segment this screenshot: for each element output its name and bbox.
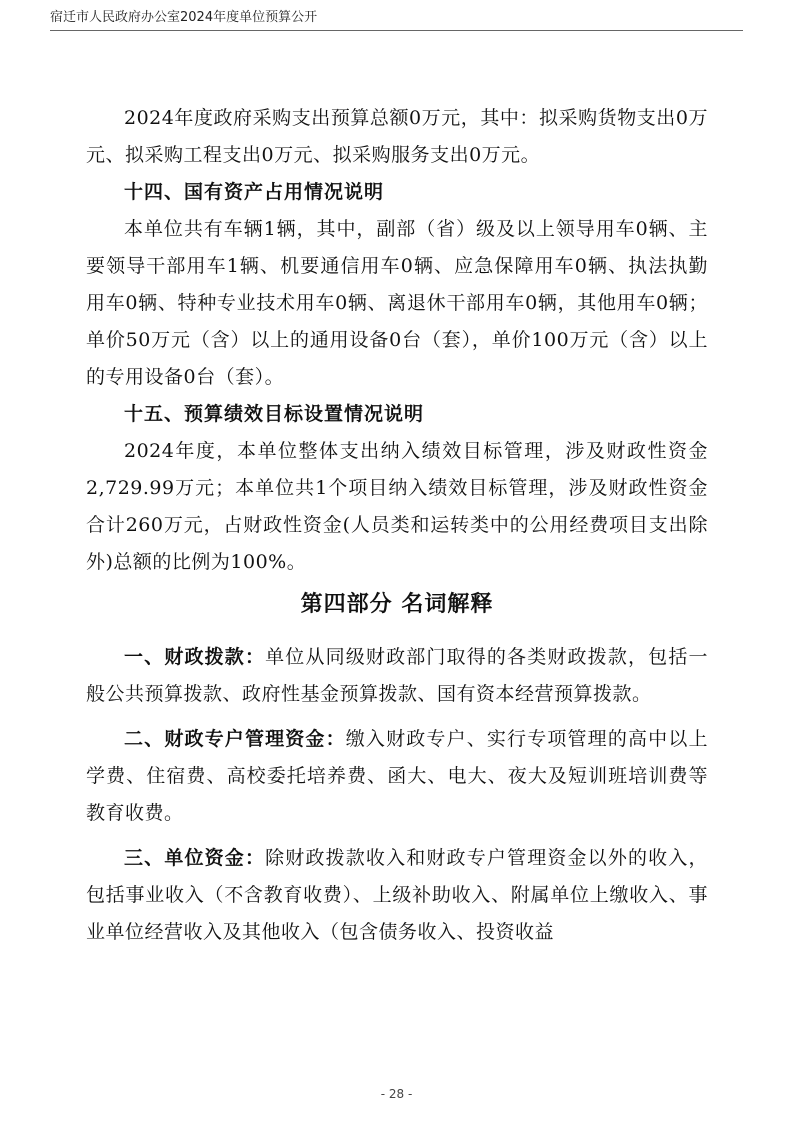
term-definition-2 <box>86 721 708 832</box>
term-label: 二、财政专户管理资金： <box>124 728 346 750</box>
page-number: - 28 - <box>380 1087 413 1101</box>
part-4-title: 第四部分 名词解释 <box>300 592 494 617</box>
term-text: 缴入财政专户、实行专项管理的高中以上学费、住宿费、高校委托培养费、函大、电大、夜大及短训班培训费等教育收费。 <box>86 728 708 824</box>
term-label: 一、财政拨款： <box>124 646 266 668</box>
procurement-paragraph: 2024年度政府采购支出预算总额0万元，其中：拟采购货物支出0万元、拟采购工程支出0万元、拟采购服务支出0万元。 <box>86 107 708 166</box>
section-14-heading: 十四、国有资产占用情况说明 <box>124 181 385 203</box>
term-definition-1 <box>86 639 708 713</box>
term-text: 单位从同级财政部门取得的各类财政拨款，包括一般公共预算拨款、政府性基金预算拨款、国有资本经营预算拨款。 <box>86 646 708 705</box>
term-label: 三、单位资金： <box>124 847 266 869</box>
term-text: 除财政拨款收入和财政专户管理资金以外的收入，包括事业收入（不含教育收费）、上级补助收入、附属单位上缴收入、事业单位经营收入及其他收入（包含债务收入、投资收益 <box>86 847 708 943</box>
section-15-paragraph: 2024年度，本单位整体支出纳入绩效目标管理，涉及财政性资金2,729.99万元；本单位共1个项目纳入绩效目标管理，涉及财政性资金合计260万元，占财政性资金(人员类和运转类中的公用经费项目支出除外)总额的比例为100%。 <box>86 440 708 573</box>
document-body <box>86 100 708 951</box>
page-header: 宿迁市人民政府办公室2024年度单位预算公开 <box>50 6 743 31</box>
term-definition-3 <box>86 840 708 951</box>
section-14-paragraph: 本单位共有车辆1辆，其中，副部（省）级及以上领导用车0辆、主要领导干部用车1辆、机要通信用车0辆、应急保障用车0辆、执法执勤用车0辆、特种专业技术用车0辆、离退休干部用车0辆，其他用车0辆；单价50万元（含）以上的通用设备0台（套），单价100万元（含）以上的专用设备0台（套）。 <box>86 218 708 388</box>
section-15-heading: 十五、预算绩效目标设置情况说明 <box>124 403 425 425</box>
